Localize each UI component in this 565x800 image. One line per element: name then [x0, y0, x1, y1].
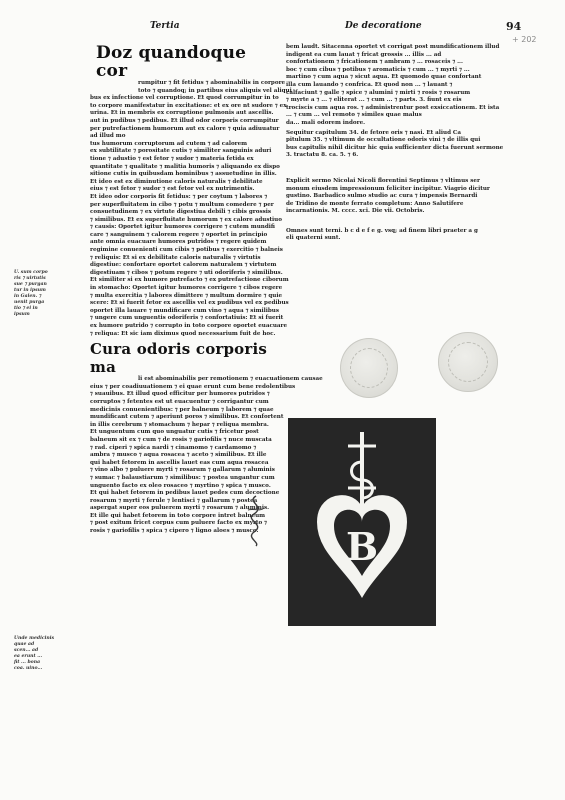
colophon-line: incarnationis. M. cccc. xci. Die vii. Octobris.	[286, 208, 425, 215]
text-line: mundificant cutem ⁊ aperiunt poros ⁊ similibus. Et confortent	[90, 414, 284, 421]
text-line: per superfluitatem in cibo ⁊ potu ⁊ multum comedere ⁊ per	[90, 201, 274, 208]
text-line: balneum sit ex ⁊ cum ⁊ de rosis ⁊ gariofilis ⁊ nuce muscata	[90, 436, 272, 443]
text-line: boc ⁊ cum cibus ⁊ potibus ⁊ aromaticis ⁊ cum ... ⁊ myrti ⁊ ...	[286, 66, 470, 73]
text-line: ⁊ rad. ciperi ⁊ spica nardi ⁊ cinamomo ⁊ cardamomo ⁊	[90, 444, 257, 451]
text-line: ⁊ causis: Oportet igitur humores corrigere ⁊ cutem mundifi	[90, 224, 275, 231]
text-line: ⁊ vino albo ⁊ puluere myrti ⁊ rosarum ⁊ gallarum ⁊ aluminis	[90, 467, 275, 474]
text-line: bus ex infectione vel corruptione. Et quod corrumpitur in to	[90, 95, 279, 102]
text-line: ex subtilitate ⁊ porositate cutis ⁊ similiter sanguinis aduri	[90, 148, 272, 155]
text-line: ⁊ reliqua: Et sic iam diximus quod necessarium fuit de hoc.	[90, 330, 276, 337]
text-line: Et ideo odor corporis fit fetidus: ⁊ per coytum ⁊ labores ⁊	[90, 193, 268, 200]
text-line: tus humorum corruptorum ad cutem ⁊ ad calorem	[90, 140, 248, 147]
text-line: ... ⁊ cum ... vel remoto ⁊ similes quae malus	[286, 112, 422, 119]
text-line: quantitate ⁊ qualitate ⁊ malitia humoris ⁊ aliquando ex dispo	[90, 163, 280, 170]
printer-device-mark	[288, 418, 436, 626]
text-line: Et qui habet fetorem in pedibus lauet pedes cum decoctione	[90, 490, 280, 497]
margin-note-line: tur in ipsum	[14, 288, 46, 293]
text-line: ⁊ post exitum fricet corpus cum puluere facto ex myrto ⁊	[90, 520, 267, 527]
text-line: indigent ea cum lauat ⁊ fricat grossis ... illis ... ad	[286, 51, 442, 58]
text-line: pitulum 35. ⁊ vltimum de occultatione odoris vini ⁊ de illis qui	[286, 137, 481, 144]
margin-note-line: coa. uino...	[14, 666, 43, 671]
text-line: ⁊ similibus. Et ex superfluitate humorum ⁊ ex calore adustiuo	[90, 216, 282, 223]
paragraph-odor	[90, 80, 292, 338]
text-line: digestiue: confortare oportet calorem naturalem ⁊ virtutem	[90, 262, 277, 269]
running-title-right: De decoratione	[345, 21, 422, 31]
section-heading-cura: Cura odoris corporis ma	[90, 340, 268, 377]
text-line: li est abominabilis per remotionem ⁊ euacuationem causae	[138, 376, 323, 383]
registrum-line: Omnes sunt terni. b c d e f e g. vsq; ad finem libri praeter a g	[286, 227, 478, 234]
text-line: in stomacho: Oportet igitur humores corrigere ⁊ cibos regere	[90, 285, 283, 292]
text-line: aut in pudibus ⁊ pedibus. Et illud odor corporis corrumpitur	[90, 117, 279, 124]
margin-note-line: scen... ad	[14, 648, 39, 653]
margin-note-line: in Galen. ⁊	[14, 294, 42, 299]
text-line: calfaciunt ⁊ galle ⁊ spice ⁊ alumini ⁊ mirti ⁊ rosis ⁊ rosarum	[286, 89, 471, 96]
margin-note-line: fit ... bona	[14, 660, 41, 665]
text-line: confortationem ⁊ fricationem ⁊ ambram ⁊ ... rosaceis ⁊ ...	[286, 59, 463, 66]
text-line: aspergat super eos puluerem myrti ⁊ rosarum ⁊ aluminis.	[90, 505, 270, 512]
text-line: ⁊ myrte a ⁊ ... ⁊ eliterat ... ⁊ cum ... ⁊ parts. 3. fiunt ex eis	[286, 97, 462, 104]
text-line: Sequitur capitulum 34. de fetore oris ⁊ nasi. Et aliud Ca	[286, 129, 462, 136]
svg-text:B: B	[345, 524, 379, 569]
text-line: ad illud mo	[90, 133, 126, 140]
text-line: rosis ⁊ gariofilis ⁊ spica ⁊ cipero ⁊ ligno aloes ⁊ musco.	[90, 528, 259, 535]
text-line: ⁊ sumac ⁊ balaustiarum ⁊ similibus: ⁊ postea ungantur cum	[90, 474, 275, 481]
library-stamp-left	[340, 338, 398, 398]
text-line: tione ⁊ adustio ⁊ est fetor ⁊ sudor ⁊ materia fetida ex	[90, 155, 254, 162]
registrum	[286, 228, 498, 243]
margin-note-line: ris ⁊ uirtutis	[14, 276, 46, 281]
text-line: in illis cerebrum ⁊ stomachum ⁊ hepar ⁊ reliqua membra.	[90, 421, 269, 428]
text-line: ante omnia euacuare humores putridos ⁊ regere quidem	[90, 239, 267, 246]
text-line: Et ille qui habet fetorem in toto corpore intret balneum	[90, 512, 266, 519]
text-line: Et ideo est ex diminutione caloris naturalis ⁊ debilitate	[90, 178, 263, 185]
margin-note-line: ipsum	[14, 312, 30, 317]
text-line: urina. Et in membris ex corruptione pulmonis aut ascellis.	[90, 110, 274, 117]
paragraph-sequitur	[286, 129, 504, 160]
printer-device-svg	[288, 418, 436, 626]
text-line: per putrefactionem humorum aut ex calore ⁊ quia adiuuatur	[90, 125, 280, 132]
margin-note-line: quae ad	[14, 642, 35, 647]
colophon-line: monum eiusdem impressionum feliciter incipitur. Viagrio dicitur	[286, 185, 490, 192]
text-line: rumpitur ⁊ fit fetidus ⁊ abominabilis in corpore	[138, 80, 286, 86]
text-line: sitione cutis in quibusdam hominibus ⁊ assuetudine in illis.	[90, 171, 277, 178]
paragraph-continuation	[286, 44, 498, 128]
text-line: qui habet fetorem in ascellis lauet eas cum aqua rosacea	[90, 459, 269, 466]
text-line: ⁊ multa exercitia ⁊ labores dimittere ⁊ multum dormire ⁊ quie	[90, 292, 283, 299]
text-line: martino ⁊ cum aqua ⁊ sicut aqua. Et quomodo quae confortant	[286, 74, 482, 81]
folio-number: 94	[506, 20, 522, 33]
margin-note-line: uenit purga	[14, 300, 45, 305]
text-line: bus capitulis nihil dicitur hic quia sufficienter dicta fuerunt sermone	[286, 144, 504, 151]
text-line: eius ⁊ per coadiuuationem ⁊ ei quae erunt cum bene redolentibus	[90, 383, 296, 390]
text-line: ⁊ ungere cum unguentis odoriferis ⁊ confortatiuis: Et si fuerit	[90, 315, 284, 322]
text-line: 3. tractatu 8. ca. 5. ⁊ 6.	[286, 152, 359, 159]
margin-note-1	[14, 270, 82, 318]
margin-note-line: tio ⁊ ei in	[14, 306, 38, 311]
library-stamp-right	[438, 332, 498, 392]
text-line: trociscis cum aqua ros. ⁊ administrentur post exsiccationem. Et ista	[286, 104, 500, 111]
text-line: bem laudt. Sitacenna oportet vt corrigat post mundificationem illud	[286, 44, 500, 50]
text-line: toto ⁊ quandoq; in partibus eius aliquis vel aliqui	[138, 87, 292, 94]
text-line: to corpore manifestatur in excitatione: et ex ore nt sudore ⁊ ex	[90, 102, 287, 109]
text-line: scere: Et si fuerit fetor ex ascellis vel ex pudibus vel ex pedibus	[90, 300, 289, 307]
text-line: medicinis conuenientibus: ⁊ per balneum ⁊ laborem ⁊ quae	[90, 406, 274, 413]
right-column	[286, 44, 504, 245]
text-line: illa cum lauando ⁊ confrica. Et quod non ... ⁊ lauant ⁊	[286, 81, 453, 88]
text-line: rosarum ⁊ myrti ⁊ ferule ⁊ lentisci ⁊ gallarum ⁊ postea	[90, 497, 258, 504]
margin-note-line: sue ⁊ purgan	[14, 282, 47, 287]
margin-note-line: U. sum corpo	[14, 270, 48, 275]
text-line: da... mali odorem indore.	[286, 119, 366, 126]
text-line: Et similiter si ex humore putrefacto ⁊ ex putrefactione ciborum	[90, 277, 289, 284]
text-line: care ⁊ sanguinem ⁊ calorem regere ⁊ oportet in principio	[90, 231, 268, 238]
colophon-line: de Tridino de monte ferrato completum: Anno Salutifere	[286, 200, 464, 207]
colophon-line: gustino. Barbadico sulmo studio ac cura ⁊ impensis Bernardi	[286, 193, 478, 200]
text-line: unguento facto ex oleo rosaceo ⁊ myrtino ⁊ spica ⁊ musco.	[90, 482, 271, 489]
text-line: eius ⁊ est fetor ⁊ sudor ⁊ est fetor vel ex nutrimentis.	[90, 186, 255, 193]
running-title-left: Tertia	[150, 21, 180, 31]
colophon	[286, 178, 498, 216]
margin-note-line: ea erunt ...	[14, 654, 43, 659]
registrum-line: eli quaterni sunt.	[286, 235, 341, 242]
margin-note-line: Unde medicinis	[14, 636, 55, 641]
folio-pencil-note: + 202	[512, 35, 537, 44]
text-line: regimine conuenienti cum cibis ⁊ potibus ⁊ exercitio ⁊ balneis	[90, 247, 283, 254]
colophon-line: Explicit sermo Nicolai Nicoli florentini Septimus ⁊ vltimus ser	[286, 177, 480, 184]
text-line: corruptos ⁊ fetentes est ut euacuentur ⁊ corrigantur cum	[90, 398, 269, 405]
text-line: digestiuam ⁊ cibos ⁊ potum regere ⁊ uti odoriferis ⁊ similibus.	[90, 269, 283, 276]
margin-note-2	[14, 636, 82, 672]
text-line: ⁊ suauibus. Et illud quod efficitur per humores putridos ⁊	[90, 391, 270, 398]
pen-scribble	[236, 492, 276, 548]
text-line: ex humore putrido ⁊ corrupto in toto corpore oportet euacuare	[90, 323, 288, 329]
text-line: ambra ⁊ musco ⁊ aqua rosacea ⁊ aceto ⁊ similibus. Et ille	[90, 452, 267, 459]
text-line: consuetudinem ⁊ ex virtute digestiua debili ⁊ cibis grossis	[90, 209, 272, 216]
text-line: Et unguentum cum quo unguatur cutis ⁊ fricetur post	[90, 429, 259, 436]
text-line: ⁊ reliquis: Et si ex debilitate caloris naturalis ⁊ virtutis	[90, 254, 261, 261]
text-line: oportet illa lauare ⁊ mundificare cum vino ⁊ aqua ⁊ similibus	[90, 307, 279, 314]
section-heading-odor: Doz quandoque cor	[96, 43, 247, 81]
